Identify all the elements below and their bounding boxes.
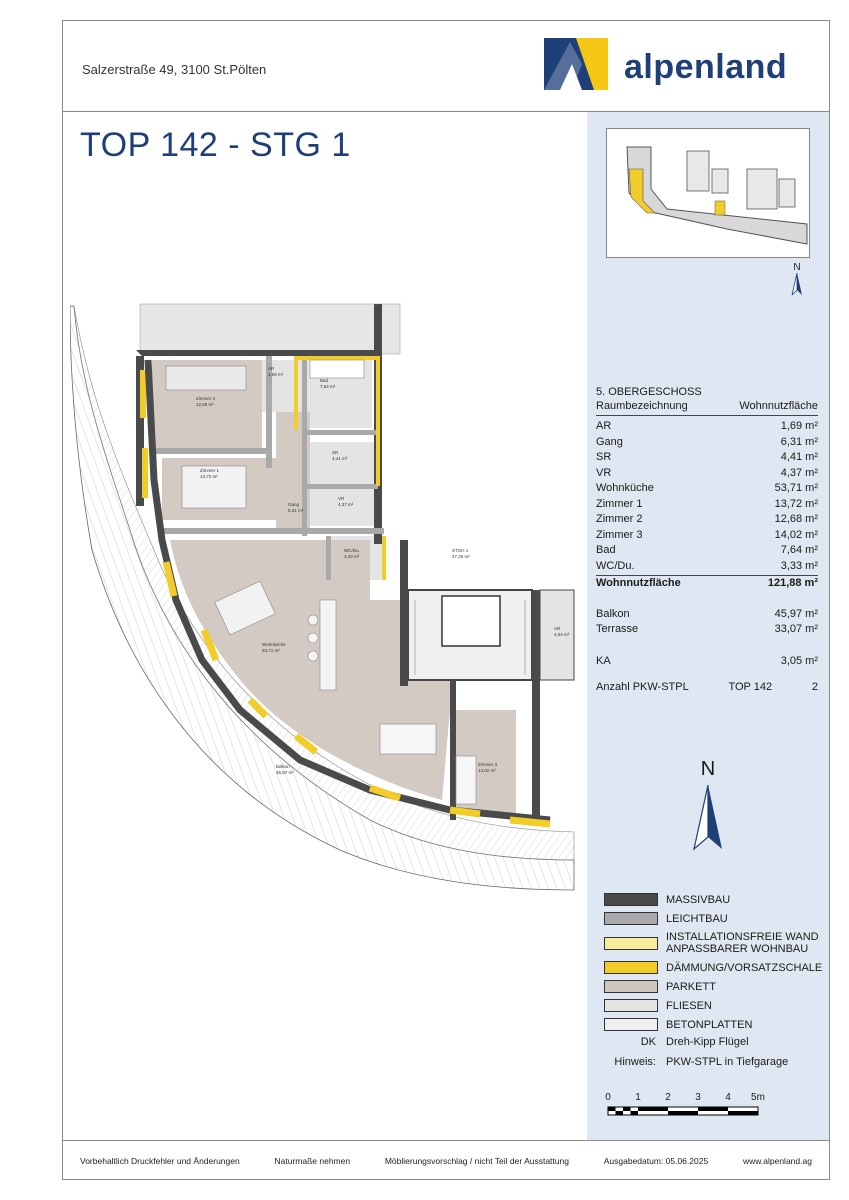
legend-swatch — [604, 999, 658, 1012]
legend-item — [604, 930, 822, 956]
label-zimmer3-top: Zimmer 3 — [196, 396, 215, 401]
room-list — [596, 419, 818, 574]
legend-label: DÄMMUNG/VORSATZSCHALE — [666, 961, 823, 974]
legend-label: MASSIVBAU — [666, 893, 731, 906]
address: Salzerstraße 49, 3100 St.Pölten — [82, 62, 267, 77]
keyplan — [606, 128, 810, 258]
label-ar-right-area: 4,04 m² — [554, 632, 570, 637]
outdoor-area: 33,07 m² — [774, 623, 818, 635]
label-vr-area: 4,37 m² — [338, 502, 354, 507]
outdoor-name: Balkon — [596, 607, 630, 620]
room-area: 53,71 m² — [774, 482, 818, 494]
table-row — [596, 543, 818, 559]
label-stgh: STGH 1 — [452, 548, 469, 553]
outdoor-area: 45,97 m² — [774, 607, 818, 620]
page-title: TOP 142 - STG 1 — [80, 126, 351, 164]
logo-text: alpenland — [624, 48, 788, 86]
ka-label: KA — [596, 654, 611, 667]
legend-label: LEICHTBAU — [666, 912, 728, 925]
room-area: 6,31 m² — [780, 435, 818, 448]
scale-label: 3 — [695, 1092, 701, 1103]
north-label: N — [700, 758, 716, 780]
legend-item — [604, 998, 822, 1013]
legend-notes — [604, 1036, 822, 1072]
legend-swatch — [604, 937, 658, 950]
table-row — [596, 481, 818, 497]
pkw-top: TOP 142 — [728, 681, 773, 693]
footer-measure-note: Naturmaße nehmen — [274, 1155, 351, 1166]
room-area: 3,33 m² — [780, 559, 818, 572]
label-stgh-area: 27,25 m² — [452, 554, 470, 559]
legend-note — [604, 1036, 822, 1052]
note-value: Dreh-Kipp Flügel — [666, 1036, 749, 1048]
label-balkon: Balkon — [276, 764, 290, 769]
room-area: 7,64 m² — [780, 544, 818, 556]
scale-label: 1 — [635, 1092, 641, 1103]
room-name: SR — [596, 451, 612, 463]
floor-plan-drawing — [70, 300, 576, 900]
room-name: Zimmer 3 — [596, 528, 643, 541]
legend-swatch — [604, 961, 658, 974]
table-row — [596, 559, 818, 575]
total-label: Wohnnutzfläche — [596, 577, 681, 589]
table-row — [596, 512, 818, 528]
legend-swatch — [604, 980, 658, 993]
north-arrow-icon — [690, 781, 726, 851]
legend-note — [604, 1056, 822, 1072]
label-zimmer1-area: 13,72 m² — [200, 474, 218, 479]
table-row — [596, 450, 818, 466]
legend-item — [604, 979, 822, 994]
area-table — [596, 386, 818, 693]
label-bad-area: 7,64 m² — [320, 384, 336, 389]
footer-date: Ausgabedatum: 05.06.2025 — [603, 1155, 709, 1166]
scale-bar-graphic — [604, 1105, 764, 1117]
footer — [62, 1140, 830, 1180]
label-balkon-area: 45,97 m² — [276, 770, 294, 775]
label-zimmer3-low-area: 14,02 m² — [478, 768, 496, 773]
floor-label: 5. OBERGESCHOSS — [596, 386, 702, 398]
footer-furniture-note: Möblierungsvorschlag / nicht Teil der Ausstattung — [384, 1155, 569, 1166]
label-sr-area: 4,41 m² — [332, 456, 348, 461]
room-name: WC/Du. — [596, 559, 635, 572]
legend-item — [604, 960, 822, 975]
room-area: 4,41 m² — [780, 451, 818, 463]
label-gang: Gang — [288, 502, 300, 507]
legend-label: BETONPLATTEN — [666, 1018, 753, 1031]
pkw-label: Anzahl PKW-STPL — [596, 681, 689, 693]
note-key: Hinweis: — [614, 1056, 656, 1068]
scale-labels — [604, 1092, 764, 1104]
legend-items — [604, 892, 822, 1032]
legend — [604, 892, 822, 1072]
scale-label: 0 — [605, 1092, 611, 1103]
compass — [690, 758, 726, 857]
room-name: Zimmer 1 — [596, 497, 643, 510]
label-zimmer3-top-area: 12,68 m² — [196, 402, 214, 407]
room-name: AR — [596, 420, 612, 432]
alpenland-logo — [542, 34, 822, 94]
label-wohnkueche-area: 53,71 m² — [262, 648, 280, 653]
floor-plan — [70, 300, 576, 900]
legend-item — [604, 1017, 822, 1032]
north-arrow-small-icon — [791, 273, 803, 295]
total-area: 121,88 m² — [767, 577, 818, 589]
room-name: Gang — [596, 435, 623, 448]
footer-website-link[interactable]: www.alpenland.ag — [742, 1155, 812, 1166]
label-gang-area: 6,31 m² — [288, 508, 304, 513]
scale-label: 2 — [665, 1092, 671, 1103]
room-area: 12,68 m² — [774, 513, 818, 525]
room-area: 1,69 m² — [780, 420, 818, 432]
legend-label: PARKETT — [666, 980, 716, 993]
outdoor-row — [596, 607, 818, 623]
label-bad: Bad — [320, 378, 329, 383]
ka-row — [596, 654, 818, 670]
pkw-row — [596, 681, 818, 693]
label-wc: WC/Du. — [344, 548, 360, 553]
table-row — [596, 497, 818, 513]
legend-swatch — [604, 912, 658, 925]
ka-area: 3,05 m² — [780, 654, 818, 667]
room-name: Wohnküche — [596, 482, 654, 494]
label-ar-right: AR — [554, 626, 561, 631]
room-name: Bad — [596, 544, 616, 556]
label-wohnkueche: Wohnküche — [262, 642, 286, 647]
north-label-small: N — [793, 262, 801, 273]
table-row — [596, 419, 818, 435]
col-room-name: Raumbezeichnung — [596, 400, 688, 412]
legend-swatch — [604, 1018, 658, 1031]
outdoor-row — [596, 622, 818, 638]
table-header — [596, 400, 818, 416]
label-sr: SR — [332, 450, 339, 455]
scale-label: 4 — [725, 1092, 731, 1103]
scale-bar — [604, 1092, 764, 1122]
label-vr: VR — [338, 496, 345, 501]
room-area: 13,72 m² — [774, 497, 818, 510]
legend-label: INSTALLATIONSFREIE WAND ANPASSBARER WOHNBAU — [666, 931, 819, 955]
label-wc-area: 3,33 m² — [344, 554, 360, 559]
note-value: PKW-STPL in Tiefgarage — [666, 1056, 789, 1068]
outdoor-list — [596, 607, 818, 638]
legend-item — [604, 892, 822, 907]
legend-swatch — [604, 893, 658, 906]
label-ar: AR — [268, 366, 275, 371]
room-name: VR — [596, 466, 612, 479]
pkw-count: 2 — [811, 681, 818, 693]
scale-label: 5m — [751, 1092, 765, 1103]
header — [62, 20, 830, 112]
label-zimmer1: Zimmer 1 — [200, 468, 219, 473]
table-row — [596, 435, 818, 451]
label-ar-area: 1,69 m² — [268, 372, 284, 377]
legend-label: FLIESEN — [666, 999, 712, 1012]
room-area: 4,37 m² — [780, 466, 818, 479]
logo-icon — [542, 34, 612, 94]
col-area: Wohnnutzfläche — [739, 400, 818, 412]
table-row — [596, 466, 818, 482]
room-name: Zimmer 2 — [596, 513, 643, 525]
room-area: 14,02 m² — [774, 528, 818, 541]
outdoor-name: Terrasse — [596, 623, 639, 635]
table-row — [596, 528, 818, 544]
note-key: DK — [640, 1036, 656, 1048]
total-row — [596, 575, 818, 591]
keyplan-north-marker — [790, 262, 804, 298]
legend-item — [604, 911, 822, 926]
footer-disclaimer: Vorbehaltlich Druckfehler und Änderungen — [80, 1155, 240, 1166]
label-zimmer3-low: Zimmer 3 — [478, 762, 497, 767]
